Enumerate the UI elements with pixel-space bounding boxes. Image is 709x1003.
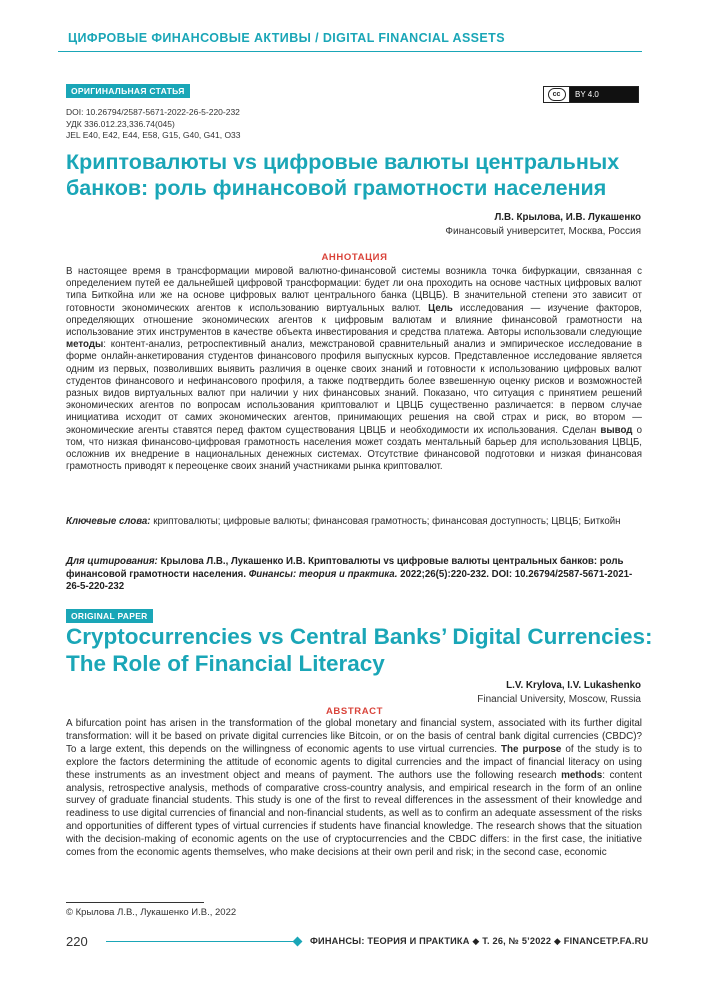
purpose-label: The purpose: [500, 743, 562, 755]
udc-code: УДК 336.012.23,336.74(045): [66, 118, 175, 129]
journal-site-link[interactable]: FINANCETP.FA.RU: [563, 936, 649, 946]
keywords-ru: [66, 516, 642, 528]
affiliation-en: Financial University, Moscow, Russia: [477, 694, 641, 705]
abstract-heading-en: ABSTRACT: [325, 706, 384, 717]
keywords-label: Ключевые слова:: [66, 516, 151, 527]
abstract-text-en: A bifurcation point has arisen in the transformation of the global monetary and financial system, associated with its further digital transformation: will it be based on private digital currencies like Bitcoin, or on the basis of central bank digital currencies (CBDC)? To a large extent, this depends on the willingness of economic agents to use virtual currencies. The purpose of the study is to explore the factors determining the attitude of economic agents to digital currencies and the impact of financial literacy on using these instruments as an investment object and means of payment. The authors use the following research methods: content analysis, retrospective analysis, methods of comparative cross-country analysis, and empirical research in the form of an online survey of graduate financial students. This study is one of the first to reveal differences in the assessment of their knowledge and readiness to use digital currencies of financial and non-financial students, as well as to confirm an adequate assessment of the risks and opportunities of different types of virtual currencies if students have financial knowledge. The research shows that the situation with the decision-making of economic agents on the use of cryptocurrencies and the CBDC differs: in the first case, the initiative comes from the economic agents themselves, who make decisions at their own peril and risk; in the second case, economic: [66, 718, 642, 859]
copyright-footnote: © Крылова Л.В., Лукашенко И.В., 2022: [66, 907, 237, 918]
citation-doi[interactable]: 2022;26(5):220-232. DOI: 10.26794/2587-5671-2021-26-5-220-232: [66, 568, 633, 593]
license-label: BY 4.0: [570, 87, 638, 102]
footnote-divider: [66, 902, 204, 903]
citation-label: Для цитирования:: [66, 556, 158, 567]
page-number: 220: [66, 934, 88, 949]
article-type-badge-en: ORIGINAL PAPER: [66, 609, 153, 623]
footer-diamond-icon: [293, 937, 303, 947]
article-metadata: [66, 107, 241, 142]
article-type-badge-ru: ОРИГИНАЛЬНАЯ СТАТЬЯ: [66, 84, 190, 98]
authors-block-ru: [445, 211, 641, 239]
affiliation-ru: Финансовый университет, Москва, Россия: [445, 226, 641, 237]
conclusion-label: вывод: [600, 424, 633, 436]
author-names-ru: Л.В. Крылова, И.В. Лукашенко: [494, 212, 641, 223]
article-title-ru: Криптовалюты vs цифровые валюты центральных банков: роль финансовой грамотности населения: [66, 150, 620, 200]
footer-divider: [106, 941, 296, 942]
journal-footer: [310, 936, 648, 947]
abstract-text-ru: В настоящее время в трансформации мировой валютно-финансовой системы возникла точка бифуркации, связанная с определением путей ее дальнейшей цифровой трансформации: будет ли она проходить на основе частных цифровых валют типа Биткойна или же на основе цифровых валют центрального банка (ЦВЦБ). В значительной степени это зависит от готовности экономических агентов к использованию виртуальных валют. Цель исследования — изучение факторов, определяющих отношение экономических агентов к цифровым валютам и влияние финансовой грамотности на использование этих инструментов в качестве объекта инвестирования и средства платежа. Авторы использовали следующие методы: контент-анализ, ретроспективный анализ, межстрановой сравнительный анализ и эмпирическое исследование в форме онлайн-анкетирования студентов финансового профиля выпускных курсов. Представленное исследование является одним из первых, позволивших выявить различия в оценке своих знаний и готовности к использованию цифровых валют студентов финансового и нефинансового профиля, а также подтвердить более взвешенную оценку рисков и возможностей разных видов виртуальных валют при наличии у них финансовых знаний. Показано, что ситуация с принятием решений экономических агентов по вопросам использования криптовалют и ЦВЦБ существенно различается: в первом случае инициатива исходит от самих экономических агентов, принимающих решения на свой страх и риск, во втором — экономические агенты ставятся перед фактом существования ЦВЦБ и необходимости их использования. Сделан вывод о том, что низкая финансово-цифровая грамотность населения может создать ментальный барьер для использования ЦВЦБ, осложнив их внедрение в национальных денежных системах. Отсутствие финансовой подготовки и низкая финансовая грамотность приводят к переоценке своих знаний участниками рынка криптовалют.: [66, 266, 643, 473]
author-names-en: L.V. Krylova, I.V. Lukashenko: [506, 680, 641, 691]
methods-label-ru: методы: [66, 339, 104, 351]
jel-codes: JEL E40, E42, E44, E58, G15, G40, G41, O33: [66, 130, 241, 140]
authors-block-en: [477, 679, 641, 707]
keywords-list: криптовалюты; цифровые валюты; финансовая грамотность; финансовая доступность; ЦВЦБ; Биткойн: [150, 516, 621, 527]
creative-commons-icon: cc: [544, 87, 570, 102]
journal-volume: Т. 26, № 5’2022: [482, 936, 552, 946]
abstract-heading-ru: АННОТАЦИЯ: [321, 252, 388, 263]
journal-name: ФИНАНСЫ: ТЕОРИЯ И ПРАКТИКА: [310, 936, 470, 946]
diamond-icon: ◆: [553, 936, 562, 946]
section-header: ЦИФРОВЫЕ ФИНАНСОВЫЕ АКТИВЫ / DIGITAL FINANCIAL ASSETS: [68, 31, 505, 45]
section-divider: [58, 51, 642, 52]
diamond-icon: ◆: [472, 936, 480, 946]
citation-block: Для цитирования: Крылова Л.В., Лукашенко И.В. Криптовалюты vs цифровые валюты центральных банков: роль финансовой грамотности населения. Финансы: теория и практика. 2022;26(5):220-232. DOI: 10.26794/2587-5671-2021-26-5-220-232: [66, 556, 633, 593]
methods-label-en: methods: [561, 769, 603, 781]
goal-label: Цель: [428, 302, 453, 314]
doi-link[interactable]: DOI: 10.26794/2587-5671-2022-26-5-220-232: [66, 107, 240, 117]
license-badge[interactable]: [543, 86, 639, 103]
article-title-en: Cryptocurrencies vs Central Banks’ Digital Currencies: The Role of Financial Literacy: [66, 624, 653, 676]
